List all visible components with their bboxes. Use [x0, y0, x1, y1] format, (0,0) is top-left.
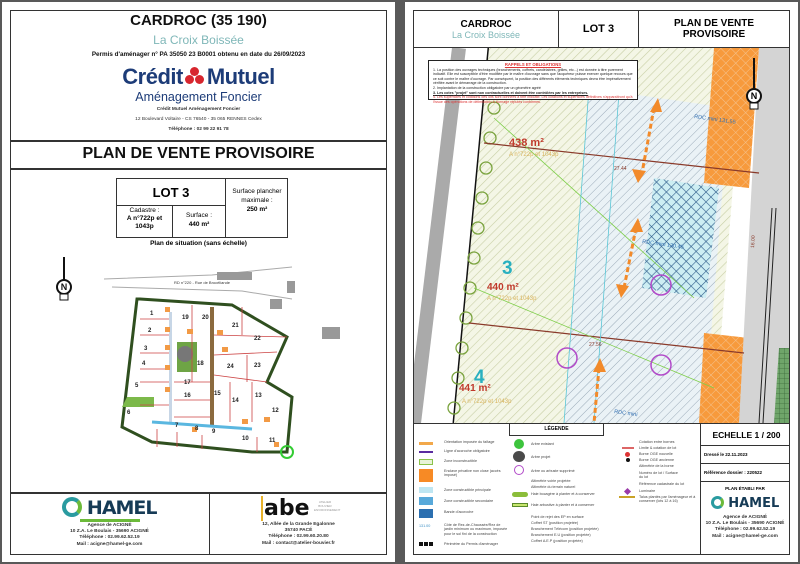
- abe-mail[interactable]: Mail : contact@atelier-bouvier.fr: [262, 540, 335, 546]
- date: Dressé le 22.11.2023: [701, 446, 789, 464]
- cadastre-cell: [117, 206, 173, 238]
- surface-value: 440 m²: [188, 221, 210, 228]
- legend-item: Borne OGE nouvelle: [639, 452, 673, 456]
- svg-text:N: N: [60, 282, 68, 292]
- legend-item: Haie arbustive à planter et à conserver: [531, 503, 595, 507]
- company-phone: Téléphone : 02 99 22 91 78: [168, 127, 229, 132]
- svg-text:15: 15: [214, 391, 221, 397]
- svg-text:1: 1: [150, 311, 154, 317]
- svg-text:RDC mini: RDC mini: [613, 409, 638, 419]
- agence-phone: Téléphone : 02.99.62.52.19: [79, 535, 140, 541]
- brand-left: Crédit: [122, 64, 183, 89]
- abe-phone: Téléphone : 02.99.60.20.80: [268, 534, 329, 540]
- hamel-logo: HAMEL: [728, 496, 780, 511]
- surface-plancher-cell: [226, 179, 288, 238]
- situation-title: Plan de situation (sans échelle): [150, 240, 247, 247]
- plan-info: [701, 424, 789, 554]
- spm-label: Surface plancher maximale :: [232, 188, 282, 204]
- svg-text:9: 9: [212, 429, 216, 435]
- abe-logo-sub: ATELIER BOUVIER ENVIRONNEMENT: [313, 500, 341, 512]
- company-name: Crédit Mutuel Aménagement Foncier: [156, 107, 241, 112]
- bande-accroche-swatch: [419, 509, 433, 518]
- arbre-existant-icon: [514, 439, 524, 449]
- svg-text:10: 10: [242, 436, 249, 442]
- svg-text:RD n°220 - Rue de Brocéliande: RD n°220 - Rue de Brocéliande: [173, 280, 231, 285]
- rappels-obligations-box: [428, 60, 638, 104]
- accroche-swatch: [419, 451, 433, 453]
- hamel-block: [10, 494, 210, 555]
- svg-text:19: 19: [182, 315, 189, 321]
- commune: CARDROC: [460, 18, 512, 30]
- page-title: PLAN DE VENTE PROVISOIRE: [82, 145, 315, 162]
- enclave-swatch: [419, 469, 433, 482]
- svg-text:3: 3: [502, 258, 513, 279]
- logo-bar: [80, 519, 140, 522]
- svg-text:16.00: 16.00: [750, 235, 757, 249]
- lot-number: LOT 3: [582, 23, 615, 35]
- svg-text:6: 6: [127, 410, 131, 416]
- legend-item: Talus plantés par l'aménageur et à conserver (lots 12 à 16): [639, 495, 696, 504]
- legend-item: Arbre projet: [531, 455, 551, 459]
- credit-mutuel-icon: [185, 67, 205, 85]
- lieu-dit: La Croix Boissée: [451, 29, 521, 40]
- page-plan: [405, 2, 798, 562]
- legend-item: Arbre ou arbuste supprimé: [531, 469, 575, 473]
- svg-text:17: 17: [184, 380, 191, 386]
- legend-item: Orientation imposée du faîtage: [444, 440, 495, 444]
- rappel-item: 4. Les superficies et cotations des lots sont données à titre indicatif. Les cotations et superficies définitives n'apparaîtront qu'à l'issue des opérations de délimitation & bornage réputés conformes.: [433, 95, 633, 104]
- header-commune: [414, 11, 559, 47]
- agence-phone: Téléphone : 02.99.62.52.19: [714, 527, 776, 533]
- haie-arbustive-swatch: [512, 503, 528, 507]
- legend-item: Luminaire: [639, 489, 656, 493]
- credit-mutuel-logo: [2, 64, 395, 90]
- legend-item: Coffret A.E.P (position projetée): [531, 539, 583, 543]
- lot-plan-map: [413, 48, 790, 423]
- svg-text:RDC mini 130.45: RDC mini 130.45: [641, 239, 685, 251]
- brand-right: Mutuel: [206, 64, 275, 89]
- agence-address: 10 Z.A. Le Boulais - 35690 ACIGNÉ: [70, 529, 149, 535]
- faitage-swatch: [419, 442, 433, 445]
- svg-text:RDC mini 131.55: RDC mini 131.55: [693, 114, 737, 126]
- scale: ECHELLE 1 / 200: [701, 424, 789, 446]
- legend-item: Cotation entre bornes: [639, 440, 675, 444]
- legend-item: Arbre existant: [531, 442, 554, 446]
- surface-cell: [173, 206, 226, 238]
- svg-text:5: 5: [135, 383, 139, 389]
- header-lot: [559, 11, 639, 47]
- inconstructible-swatch: [419, 459, 433, 465]
- rappel-item: 1. La position des ouvrages techniques (branchements, coffrets, candélabres, grilles, etc...) est donnée à titre purement indicatif. Elle est susceptible d'être modifiée par le maître d'ouvrage sans que l'acquéreur puisse exercer quelque recours que ce soit contre le maître d'ouvrage. Par conséquent, la position des différents éléments techniques devra être impérativement vérifiée avant le démarrage de la construction.: [433, 67, 633, 86]
- agence: Agence de ACIGNÉ: [722, 515, 768, 520]
- svg-text:22: 22: [254, 336, 261, 342]
- legend-item: Référence cadastrale du lot: [639, 482, 685, 486]
- svg-text:23: 23: [254, 363, 261, 369]
- legend-item: Altimétrie voirie projetée: [531, 479, 571, 483]
- plan-by: PLAN ÉTABLI PAR: [725, 486, 765, 491]
- svg-text:440 m²: 440 m²: [487, 282, 519, 293]
- page-cover: [2, 2, 395, 562]
- legend-item: Bande d'accroche: [444, 510, 474, 514]
- svg-text:14: 14: [232, 398, 239, 404]
- hamel-logo-icon: [711, 496, 724, 509]
- luminaire-icon: [624, 488, 631, 495]
- svg-text:A n°722p et 1043p: A n°722p et 1043p: [487, 296, 537, 302]
- legend-item: Zone constructible secondaire: [444, 499, 494, 503]
- legend-item: Altimétrie de la borne: [639, 464, 674, 468]
- surface-label: Surface :: [185, 212, 212, 219]
- svg-text:20: 20: [202, 315, 209, 321]
- hamel-logo: HAMEL: [86, 497, 157, 519]
- legend-item: Altimétrie du terrain naturel: [531, 485, 576, 489]
- plan-header: [413, 10, 790, 48]
- legend-item: Haie bocagère à planter et à conserver: [531, 492, 595, 496]
- cadastre-label: Cadastre :: [129, 207, 160, 214]
- footer: [10, 492, 387, 555]
- svg-text:4: 4: [142, 361, 146, 367]
- situation-map: [42, 257, 342, 467]
- legend-item: Enclave privative non close (accès imposé): [444, 469, 501, 478]
- rappel-item: 3. Les cotes "projet" sont non contractuelles et doivent être contrôlées par les entreprises.: [433, 90, 589, 95]
- abe-logo: abe: [261, 496, 310, 521]
- legend-item: Ligne d'accroche obligatoire: [444, 449, 490, 453]
- svg-text:16: 16: [184, 393, 191, 399]
- svg-text:A n°722p et 1043p: A n°722p et 1043p: [509, 152, 559, 158]
- svg-text:441 m²: 441 m²: [459, 383, 491, 394]
- abe-address: 12, Allée de la Grande Egalonne: [262, 522, 335, 527]
- lot-number: LOT 3: [117, 179, 226, 206]
- north-arrow-icon: [57, 257, 71, 300]
- lieu-dit: La Croix Boissée: [153, 33, 244, 47]
- legend-item: Côte de Rez-de-Chaussée/Rez de jardin minimum ou maximum, imposée pour le sol fini de la construction: [444, 523, 508, 536]
- svg-text:2: 2: [148, 328, 152, 334]
- svg-text:438 m²: 438 m²: [509, 137, 544, 149]
- borne-nouvelle-icon: [625, 452, 630, 457]
- legend-item: Point de rejet des EP en surface: [531, 515, 584, 519]
- limite-lot-swatch: [622, 447, 634, 449]
- arbre-supprime-icon: [514, 465, 524, 475]
- arbre-projet-icon: [513, 451, 525, 462]
- legend-panel: [413, 423, 790, 555]
- svg-text:18: 18: [197, 361, 204, 367]
- zone-principale-swatch: [419, 487, 433, 493]
- agence-mail[interactable]: Mail : acigne@hamel-ge.com: [76, 541, 143, 547]
- agence: Agence de ACIGNÉ: [87, 523, 132, 528]
- zone-secondaire-swatch: [419, 497, 433, 505]
- rappels-title: RAPPELS ET OBLIGATIONS: [504, 62, 562, 67]
- svg-text:27.56: 27.56: [589, 342, 602, 348]
- svg-text:24: 24: [227, 364, 234, 370]
- lot-info-box: [116, 178, 288, 238]
- header-title: [639, 11, 789, 47]
- legend-item: Zone inconstructible: [444, 459, 478, 463]
- cadastre-value: A n°722p et 1043p: [126, 215, 163, 230]
- talus-swatch: [619, 496, 635, 498]
- svg-text:4: 4: [474, 367, 485, 388]
- legend-title: LÉGENDE: [509, 424, 604, 436]
- abe-block: [210, 494, 387, 555]
- legend-item: Limite & cotation de lot: [639, 446, 677, 450]
- abe-city: 35740 PACÉ: [284, 528, 313, 534]
- company-address: 12 Boulevard Voltaire - CS 76540 - 35 065 RENNES Cedex: [135, 117, 262, 122]
- legend-item: Branchement Télécom (position projetée): [531, 527, 599, 531]
- legend-body: [414, 424, 701, 554]
- svg-text:A n°722p et 1043p: A n°722p et 1043p: [462, 399, 512, 405]
- agence-address: 10 Z.A. Le Boulais - 35690 ACIGNÉ: [705, 521, 785, 527]
- hamel-logo-icon: [62, 497, 82, 517]
- legend-item: Branchement E.U (position projetée): [531, 533, 591, 537]
- svg-text:11: 11: [269, 438, 276, 444]
- title-line1: PLAN DE VENTE: [673, 18, 754, 29]
- legend-item: Borne OGE ancienne: [639, 458, 675, 462]
- divider: [10, 168, 387, 170]
- rdc-swatch: 131.00: [419, 524, 431, 528]
- legend-item: Périmètre du Permis d'aménager: [444, 542, 498, 546]
- svg-text:N: N: [750, 91, 758, 101]
- svg-text:13: 13: [255, 393, 262, 399]
- rappel-item: 2. Implantation de la construction obligatoire par un géomètre agréé: [433, 85, 541, 90]
- svg-text:7: 7: [175, 423, 179, 429]
- svg-text:27.44: 27.44: [614, 166, 627, 172]
- svg-text:12: 12: [272, 408, 279, 414]
- divider: [10, 140, 387, 142]
- title-line2: PROVISOIRE: [682, 29, 746, 40]
- legend-item: Zone constructible principale: [444, 488, 491, 492]
- legend-item: Numéro de lot / Surface du lot: [639, 471, 678, 480]
- haie-bocagere-swatch: [512, 492, 528, 497]
- legend-item: Coffret ST (position projetée): [531, 521, 579, 525]
- commune-title: CARDROC (35 190): [130, 12, 267, 29]
- permis-text: Permis d'aménager n° PA 35050 23 B0001 obtenu en date du 26/09/2023: [91, 51, 306, 58]
- svg-text:8: 8: [195, 426, 199, 432]
- brand-subtitle: Aménagement Foncier: [135, 90, 262, 104]
- svg-text:3: 3: [144, 346, 148, 352]
- perimetre-swatch: [419, 542, 433, 546]
- reference: Référence dossier : 220522: [701, 464, 789, 482]
- agence-mail[interactable]: Mail : acigne@hamel-ge.com: [712, 533, 778, 539]
- svg-text:21: 21: [232, 323, 239, 329]
- spm-value: 250 m²: [246, 206, 268, 213]
- borne-ancienne-icon: [626, 458, 630, 462]
